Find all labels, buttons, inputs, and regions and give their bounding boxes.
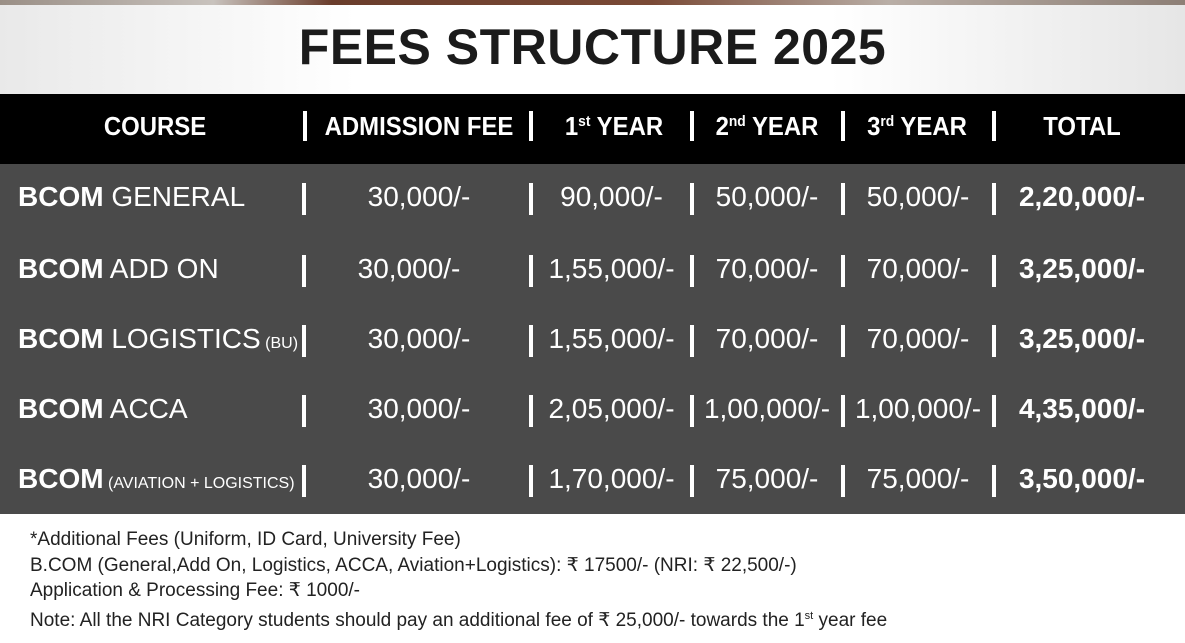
first-year-fee-cell: 2,05,000/-	[548, 393, 675, 424]
admission-fee-cell: 30,000/-	[367, 463, 471, 494]
row-divider	[529, 183, 533, 215]
second-year-fee-cell: 75,000/-	[715, 463, 819, 494]
course-name: BCOM ADD ON	[18, 253, 219, 284]
third-year-fee-cell: 1,00,000/-	[854, 393, 982, 424]
row-divider	[841, 255, 845, 287]
admission-fee-cell: 30,000/-	[367, 393, 471, 424]
row-divider	[529, 325, 533, 357]
header-divider	[690, 111, 694, 141]
header-divider	[992, 111, 996, 141]
note-bcom-additional-amount: B.COM (General,Add On, Logistics, ACCA, Aviation+Logistics): ₹ 17500/- (NRI: ₹ 22,500/-)	[30, 554, 797, 576]
row-divider	[992, 325, 996, 357]
row-divider	[690, 465, 694, 497]
row-divider	[992, 465, 996, 497]
row-divider	[992, 395, 996, 427]
header-first-year: 1st YEAR	[564, 111, 664, 141]
course-name: BCOM LOGISTICS (BU)	[18, 323, 299, 354]
row-divider	[302, 183, 306, 215]
second-year-fee-cell: 70,000/-	[715, 323, 819, 354]
third-year-fee-cell: 50,000/-	[866, 181, 970, 212]
first-year-fee-cell: 1,55,000/-	[548, 253, 675, 284]
header-divider	[841, 111, 845, 141]
row-divider	[992, 183, 996, 215]
admission-fee-cell: 30,000/-	[367, 323, 471, 354]
row-divider	[529, 395, 533, 427]
first-year-fee-cell: 1,55,000/-	[548, 323, 675, 354]
first-year-fee-cell: 90,000/-	[560, 181, 663, 212]
page-title: FEES STRUCTURE 2025	[298, 19, 887, 75]
second-year-fee-cell: 70,000/-	[715, 253, 819, 284]
note-additional-fees: *Additional Fees (Uniform, ID Card, University Fee)	[30, 529, 461, 550]
row-divider	[302, 395, 306, 427]
header-second-year: 2nd YEAR	[715, 111, 819, 141]
header-divider	[529, 111, 533, 141]
row-divider	[690, 395, 694, 427]
row-divider	[690, 183, 694, 215]
header-total: TOTAL	[1043, 111, 1121, 141]
total-fee-cell: 3,25,000/-	[1018, 253, 1146, 284]
row-divider	[841, 465, 845, 497]
row-divider	[690, 325, 694, 357]
note-application-fee: Application & Processing Fee: ₹ 1000/-	[30, 580, 360, 601]
row-divider	[841, 395, 845, 427]
row-divider	[841, 325, 845, 357]
course-name: BCOM ACCA	[18, 393, 188, 424]
course-name: BCOM GENERAL	[18, 181, 246, 212]
admission-fee-cell: 30,000/-	[357, 253, 461, 284]
total-fee-cell: 4,35,000/-	[1018, 393, 1146, 424]
header-admission-fee: ADMISSION FEE	[324, 111, 514, 141]
second-year-fee-cell: 1,00,000/-	[703, 393, 831, 424]
fee-notes	[30, 527, 887, 633]
row-divider	[992, 255, 996, 287]
total-fee-cell: 2,20,000/-	[1018, 181, 1146, 212]
third-year-fee-cell: 70,000/-	[866, 323, 970, 354]
course-name: BCOM (AVIATION + LOGISTICS)	[18, 463, 295, 494]
row-divider	[690, 255, 694, 287]
second-year-fee-cell: 50,000/-	[715, 181, 819, 212]
row-divider	[529, 465, 533, 497]
third-year-fee-cell: 70,000/-	[866, 253, 970, 284]
header-divider	[303, 111, 307, 141]
third-year-fee-cell: 75,000/-	[866, 463, 970, 494]
first-year-fee-cell: 1,70,000/-	[548, 463, 675, 494]
row-divider	[841, 183, 845, 215]
total-fee-cell: 3,25,000/-	[1018, 323, 1146, 354]
row-divider	[302, 325, 306, 357]
note-nri-fee: Note: All the NRI Category students should pay an additional fee of ₹ 25,000/- towards the 1st year fee	[30, 609, 888, 631]
row-divider	[529, 255, 533, 287]
row-divider	[302, 465, 306, 497]
header-third-year: 3rd YEAR	[867, 111, 967, 141]
row-divider	[302, 255, 306, 287]
total-fee-cell: 3,50,000/-	[1018, 463, 1146, 494]
header-course: COURSE	[103, 111, 207, 141]
admission-fee-cell: 30,000/-	[367, 181, 471, 212]
